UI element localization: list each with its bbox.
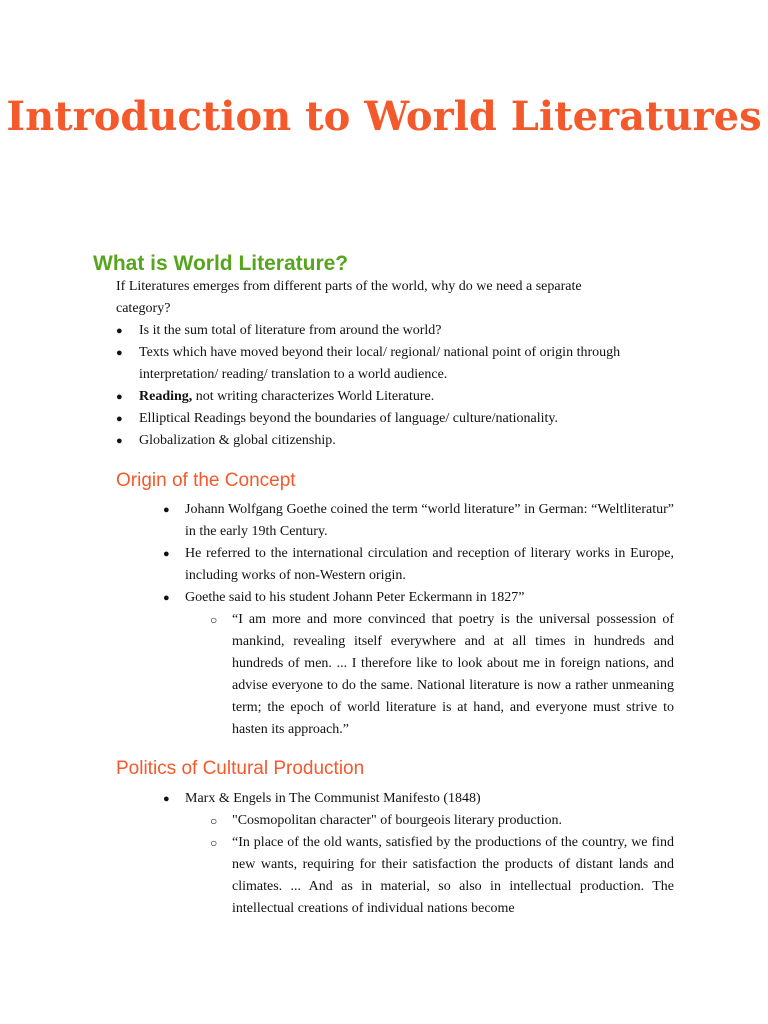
hollow-bullet-icon: ○: [210, 814, 218, 828]
bullet-icon: ●: [116, 347, 123, 359]
bullet-icon: ●: [163, 548, 170, 560]
list-item: ● Reading, not writing characterizes World Literature.: [116, 386, 674, 408]
heading-origin-of-concept: Origin of the Concept: [116, 470, 296, 491]
bullet-icon: ●: [163, 504, 170, 516]
politics-sub-list: [210, 810, 674, 920]
hollow-bullet-icon: ○: [210, 836, 218, 850]
origin-bullet-list: [163, 499, 674, 609]
list-item: ● He referred to the international circulation and reception of literary works in Europe, including works of non-Western origin.: [163, 543, 674, 587]
list-item: ● Marx & Engels in The Communist Manifesto (1848): [163, 788, 674, 810]
list-item: ● Goethe said to his student Johann Peter Eckermann in 1827”: [163, 587, 674, 609]
origin-quote-list: [210, 609, 674, 741]
goethe-quote: “I am more and more convinced that poetry is the universal possession of mankind, revealing itself everywhere and at all times in hundreds and hundreds of men. ... I therefore like to look about me in foreign nations, and advise everyone to do the same. National literature is now a rather unmeaning term; the epoch of world literature is at hand, and everyone must strive to hasten its approach.”: [232, 612, 674, 737]
hollow-bullet-icon: ○: [210, 613, 218, 627]
bullet-icon: ●: [116, 435, 123, 447]
what-bullet-list: [116, 320, 674, 452]
bullet-icon: ●: [116, 325, 123, 337]
list-item: ● Is it the sum total of literature from around the world?: [116, 320, 674, 342]
list-item: ● Johann Wolfgang Goethe coined the term “world literature” in German: “Weltliteratur” in the early 19th Century.: [163, 499, 674, 543]
list-item: [210, 609, 674, 741]
bullet-icon: ●: [116, 413, 123, 425]
heading-politics-of-cultural-production: Politics of Cultural Production: [116, 758, 365, 779]
list-item: ○ "Cosmopolitan character" of bourgeois literary production.: [210, 810, 674, 832]
bullet-icon: ●: [163, 793, 170, 805]
intro-paragraph: If Literatures emerges from different parts of the world, why do we need a separate category?: [116, 279, 582, 316]
list-item: ○ “In place of the old wants, satisfied by the productions of the country, we find new wants, requiring for their satisfaction the products of distant lands and climates. ... And as in material, so also in intellectual production. The intellectual creations of individual nations become: [210, 832, 674, 920]
bullet-icon: ●: [116, 391, 123, 403]
list-item: ● Globalization & global citizenship.: [116, 430, 674, 452]
bold-term: Reading,: [139, 389, 193, 404]
list-item: ● Texts which have moved beyond their local/ regional/ national point of origin through interpretation/ reading/ translation to a world audience.: [116, 342, 674, 386]
heading-what-is-world-literature: What is World Literature?: [93, 252, 349, 275]
bullet-icon: ●: [163, 592, 170, 604]
politics-bullet-list: [163, 788, 674, 810]
list-item: ● Elliptical Readings beyond the boundaries of language/ culture/nationality.: [116, 408, 674, 430]
document-title: Introduction to World Literatures: [6, 93, 762, 140]
